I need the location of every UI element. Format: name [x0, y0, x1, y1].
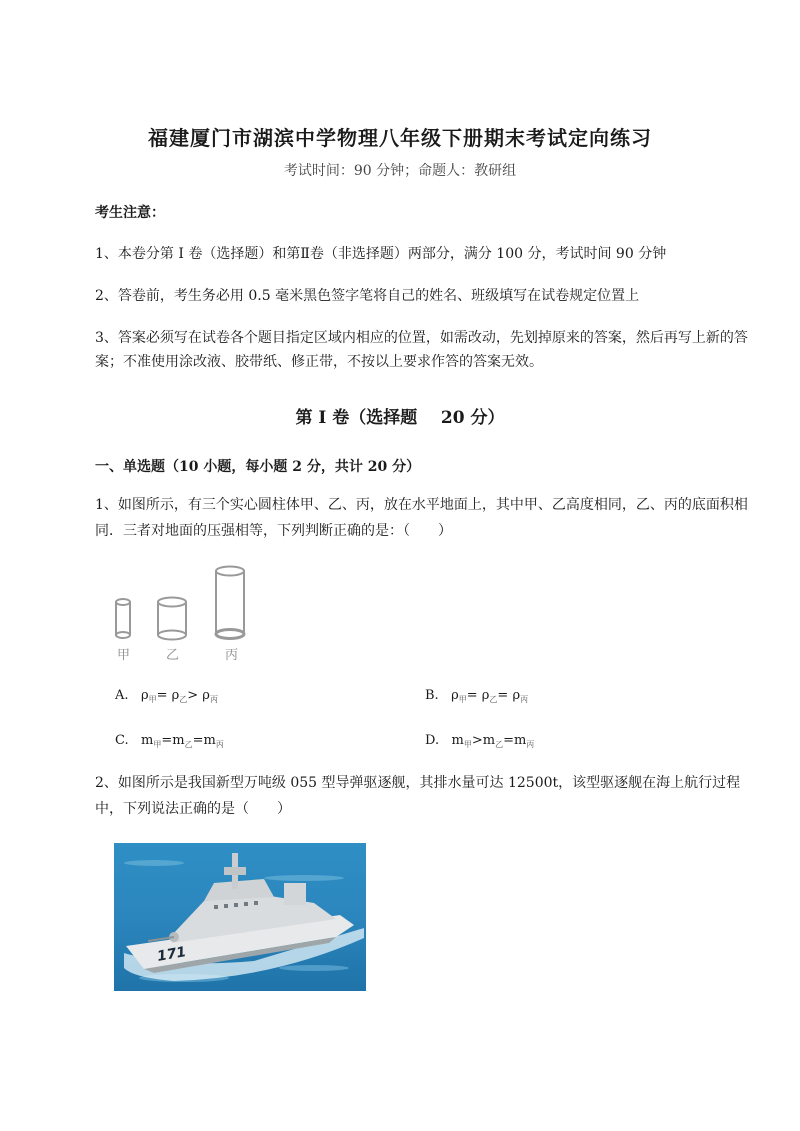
- question-1-stem: 1、如图所示，有三个实心圆柱体甲、乙、丙，放在水平地面上，其中甲、乙高度相同，乙、丙的底面积相同．三者对地面的压强相等，下列判断正确的是：（ ）: [95, 497, 748, 539]
- label-yi: 乙: [166, 648, 180, 663]
- cylinder-bing: [216, 567, 244, 639]
- option-c[interactable]: C. $m_甲=m_乙=m_丙$: [115, 733, 224, 749]
- note-item: 3、答案必须写在试卷各个题目指定区域内相应的位置，如需改动，先划掉原来的答案，然后再写上新的答案；不准使用涂改液、胶带纸、修正带，不按以上要求作答的答案无效。: [95, 330, 748, 370]
- section-title: 第 I 卷（选择题 20 分）: [295, 408, 505, 428]
- cylinders-figure: [108, 562, 258, 662]
- option-d[interactable]: D. $m_甲>m_乙=m_丙$: [425, 733, 535, 749]
- option-b[interactable]: B. $\rho_甲= \rho_乙= \rho_丙$: [425, 688, 529, 704]
- part-heading: 一、单选题（10 小题，每小题 2 分，共计 20 分）: [95, 459, 421, 475]
- cylinder-jia: [116, 599, 130, 638]
- note-item: 2、答卷前，考生务必用 0.5 毫米黑色签字笔将自己的姓名、班级填写在试卷规定位置上: [95, 288, 640, 304]
- notes-heading: 考生注意：: [95, 205, 165, 221]
- label-jia: 甲: [117, 648, 131, 663]
- option-a[interactable]: A. $\rho_甲= \rho_乙> \rho_丙$: [115, 688, 218, 704]
- page-title: 福建厦门市湖滨中学物理八年级下册期末考试定向练习: [148, 126, 652, 150]
- label-bing: 丙: [225, 648, 239, 663]
- question-2-stem: 2、如图所示是我国新型万吨级 055 型导弹驱逐舰，其排水量可达 12500t，该型驱逐舰在海上航行过程中，下列说法正确的是（ ）: [95, 775, 741, 817]
- destroyer-photo: [114, 843, 366, 991]
- cylinder-yi: [158, 598, 186, 640]
- note-item: 1、本卷分第 I 卷（选择题）和第Ⅱ卷（非选择题）两部分，满分 100 分，考试时间 90 分钟: [95, 246, 667, 262]
- exam-info: 考试时间：90 分钟；命题人：教研组: [283, 163, 517, 179]
- hull-number: 171: [155, 944, 188, 965]
